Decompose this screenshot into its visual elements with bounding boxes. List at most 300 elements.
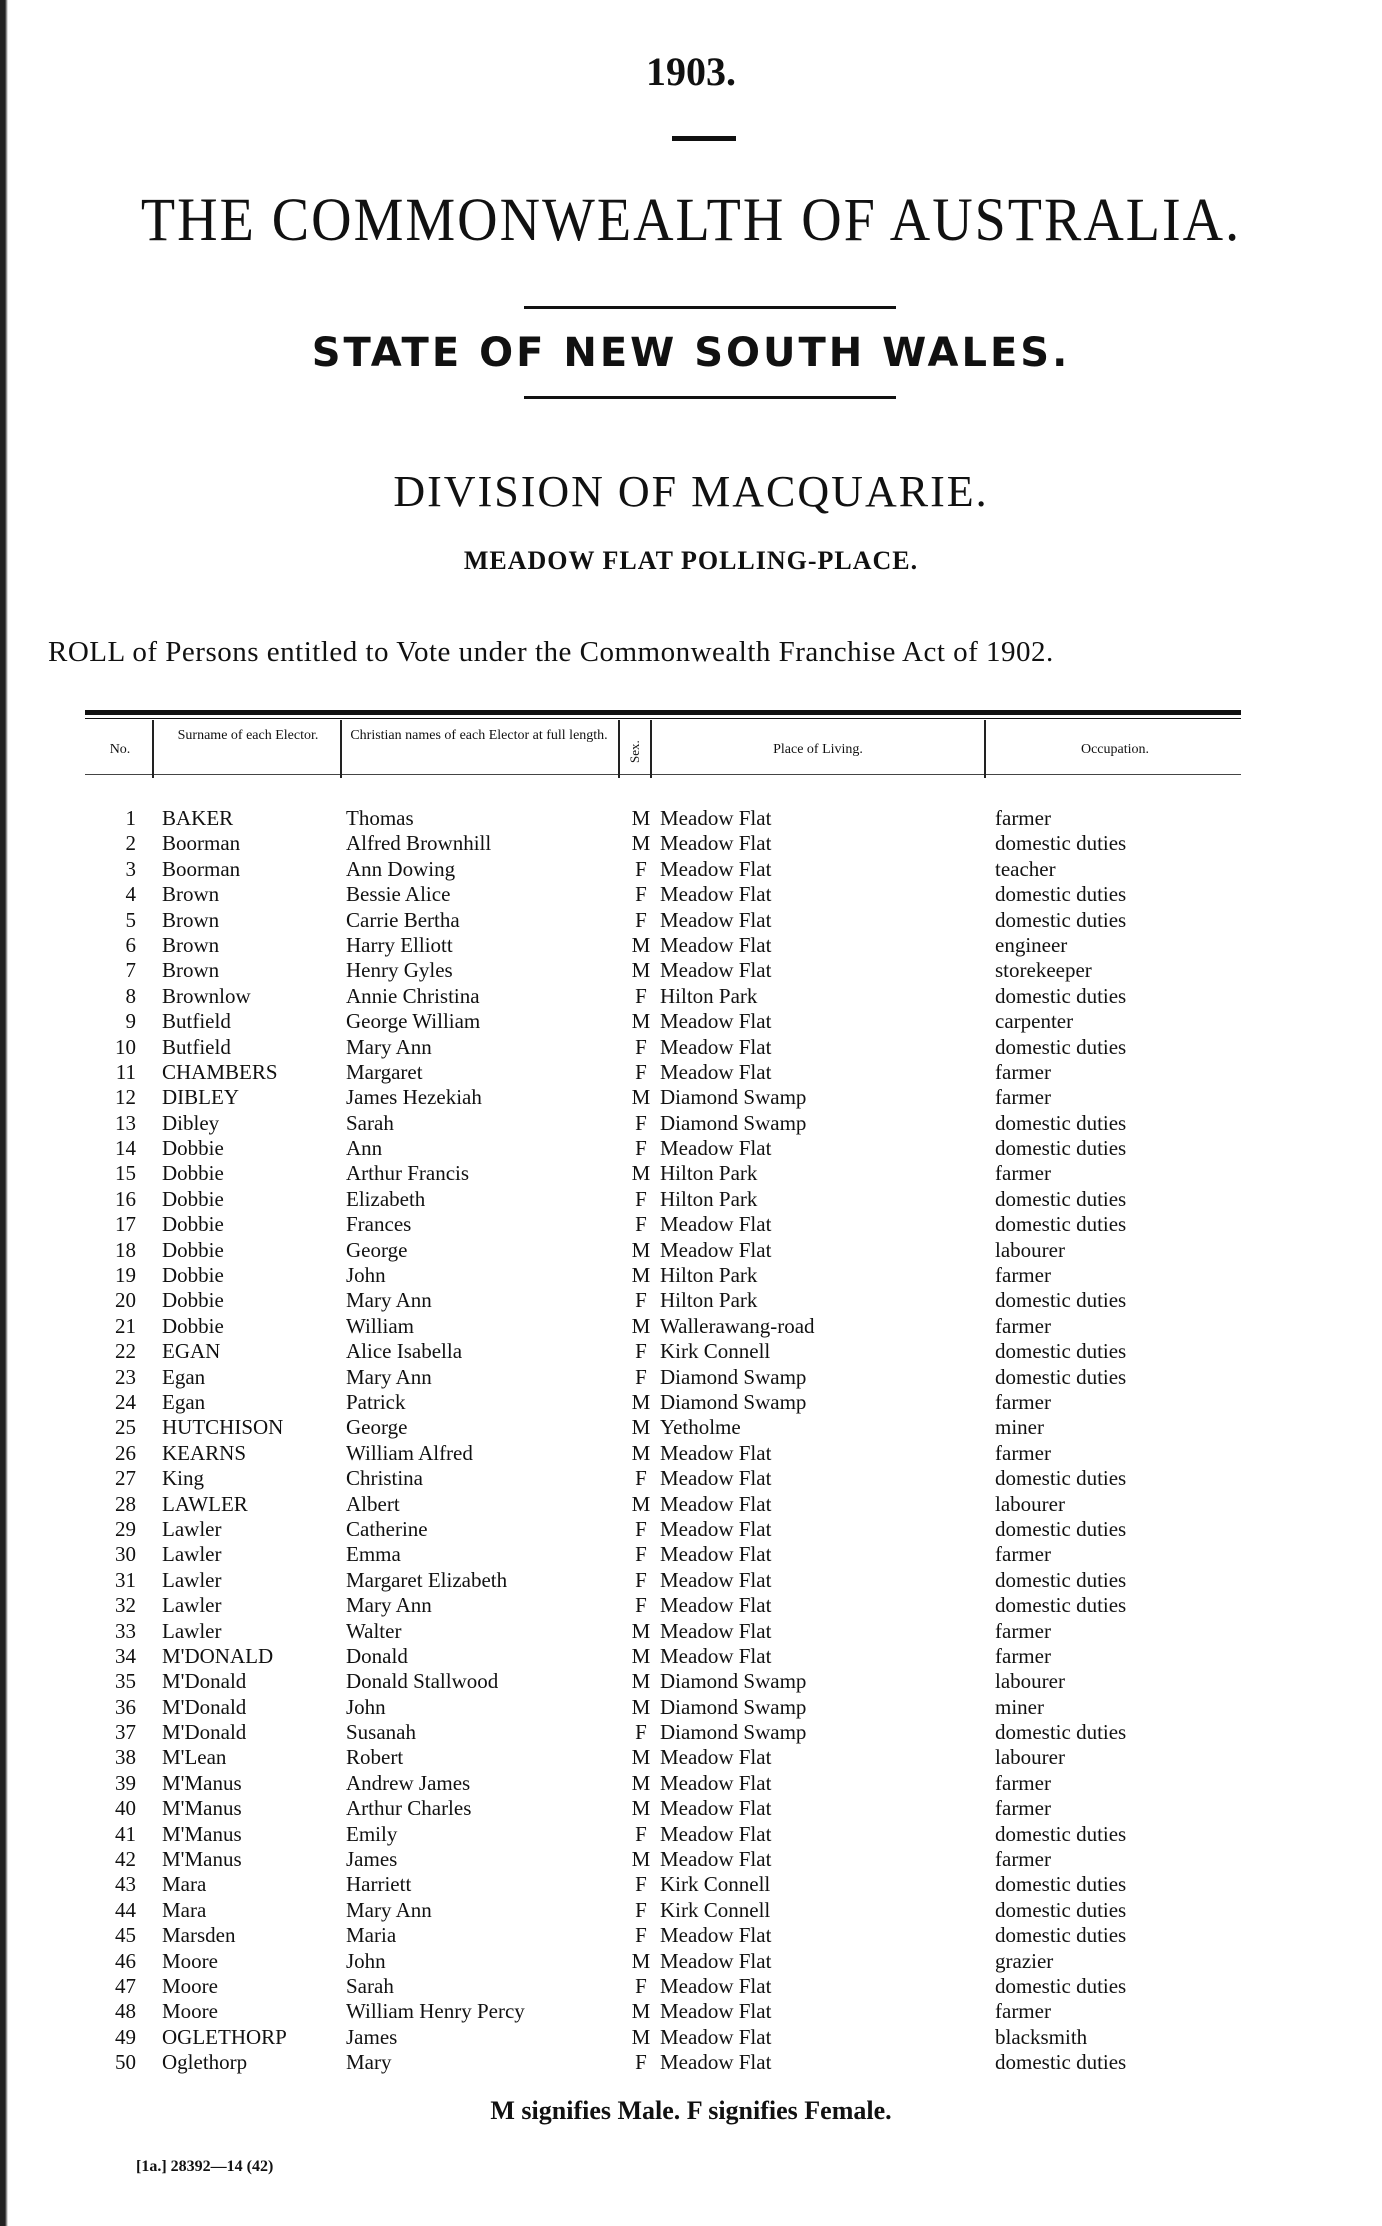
elector-number: 10	[115, 1034, 136, 1059]
table-row	[0, 1238, 1382, 1263]
elector-place-of-living: Meadow Flat	[660, 806, 772, 830]
elector-surname: Mara	[162, 1872, 207, 1897]
elector-surname: Lawler	[162, 1618, 222, 1643]
elector-place-of-living: Meadow Flat	[660, 958, 772, 983]
table-row	[0, 1212, 1382, 1237]
elector-christian-names: James Hezekiah	[346, 1085, 482, 1110]
elector-number: 26	[115, 1440, 136, 1465]
elector-occupation: domestic duties	[995, 1821, 1127, 1846]
elector-surname: Brownlow	[162, 983, 251, 1008]
elector-place-of-living: Hilton Park	[660, 1186, 758, 1211]
elector-place-of-living: Kirk Connell	[660, 1872, 771, 1897]
table-row	[0, 1390, 1382, 1415]
elector-place-of-living: Meadow Flat	[660, 1999, 772, 2024]
elector-christian-names: Alice Isabella	[346, 1339, 463, 1364]
table-top-rule-thin	[85, 718, 1241, 719]
table-row	[0, 1288, 1382, 1313]
elector-number: 24	[115, 1389, 136, 1414]
table-row	[0, 2025, 1382, 2050]
elector-christian-names: James	[346, 2024, 398, 2049]
elector-occupation: farmer	[995, 1263, 1051, 1288]
elector-surname: Dibley	[162, 1110, 220, 1135]
elector-occupation: domestic duties	[995, 1212, 1127, 1237]
elector-number: 9	[125, 1009, 136, 1034]
table-row	[0, 1593, 1382, 1618]
page-title: THE COMMONWEALTH OF AUSTRALIA.	[140, 185, 1242, 255]
table-row	[0, 1695, 1382, 1720]
elector-occupation: farmer	[995, 806, 1051, 830]
elector-surname: Dobbie	[162, 1237, 224, 1262]
elector-surname: OGLETHORP	[162, 2024, 287, 2049]
elector-number: 20	[115, 1288, 136, 1313]
elector-sex: F	[635, 882, 647, 907]
elector-christian-names: Bessie Alice	[346, 882, 451, 907]
table-row	[0, 908, 1382, 933]
elector-occupation: farmer	[995, 1847, 1051, 1872]
elector-number: 33	[115, 1618, 136, 1643]
table-row	[0, 1314, 1382, 1339]
elector-surname: M'Manus	[162, 1847, 242, 1872]
elector-sex: F	[635, 1821, 647, 1846]
elector-number: 3	[125, 856, 136, 881]
elector-surname: M'Donald	[162, 1669, 247, 1694]
elector-occupation: domestic duties	[995, 1034, 1127, 1059]
elector-sex: M	[631, 1415, 651, 1440]
elector-place-of-living: Meadow Flat	[660, 2024, 772, 2049]
elector-christian-names: Emma	[346, 1542, 401, 1567]
table-row	[0, 857, 1382, 882]
elector-number: 34	[115, 1643, 136, 1668]
elector-number: 17	[115, 1212, 136, 1237]
table-row	[0, 1111, 1382, 1136]
elector-christian-names: Alfred Brownhill	[346, 831, 492, 856]
elector-occupation: carpenter	[995, 1009, 1074, 1034]
table-row	[0, 1771, 1382, 1796]
state-rule-bottom	[524, 396, 896, 399]
elector-christian-names: Mary Ann	[346, 1593, 432, 1618]
elector-christian-names: Margaret Elizabeth	[346, 1567, 508, 1592]
table-row	[0, 1999, 1382, 2024]
roll-heading: ROLL of Persons entitled to Vote under the Commonwealth Franchise Act of 1902.	[48, 636, 1054, 668]
table-top-rule	[85, 710, 1241, 715]
elector-surname: M'Manus	[162, 1821, 242, 1846]
elector-christian-names: James	[346, 1847, 398, 1872]
table-row	[0, 2050, 1382, 2075]
elector-christian-names: Mary	[346, 2050, 392, 2075]
elector-christian-names: Henry Gyles	[346, 958, 453, 983]
elector-place-of-living: Kirk Connell	[660, 1339, 771, 1364]
table-row	[0, 1339, 1382, 1364]
elector-place-of-living: Meadow Flat	[660, 1440, 772, 1465]
elector-sex: M	[631, 1745, 651, 1770]
table-row	[0, 1085, 1382, 1110]
elector-occupation: domestic duties	[995, 1923, 1127, 1948]
table-row	[0, 1060, 1382, 1085]
elector-occupation: farmer	[995, 1618, 1051, 1643]
elector-occupation: domestic duties	[995, 1466, 1127, 1491]
elector-occupation: labourer	[995, 1745, 1065, 1770]
elector-sex: F	[635, 1567, 647, 1592]
elector-place-of-living: Meadow Flat	[660, 1542, 772, 1567]
elector-christian-names: Patrick	[346, 1389, 406, 1414]
elector-christian-names: Annie Christina	[346, 983, 480, 1008]
elector-sex: M	[631, 831, 651, 856]
elector-sex: F	[635, 1593, 647, 1618]
elector-sex: M	[631, 1847, 651, 1872]
table-row	[0, 1720, 1382, 1745]
elector-occupation: farmer	[995, 1643, 1051, 1668]
elector-number: 5	[125, 907, 136, 932]
elector-number: 1	[125, 806, 136, 830]
elector-christian-names: Frances	[346, 1212, 412, 1237]
elector-number: 28	[115, 1491, 136, 1516]
elector-occupation: grazier	[995, 1948, 1054, 1973]
elector-number: 40	[115, 1796, 136, 1821]
elector-sex: F	[635, 1872, 647, 1897]
elector-surname: KEARNS	[162, 1440, 247, 1465]
table-row	[0, 1517, 1382, 1542]
elector-sex: M	[631, 1948, 651, 1973]
elector-occupation: domestic duties	[995, 983, 1127, 1008]
elector-number: 6	[125, 932, 136, 957]
elector-place-of-living: Meadow Flat	[660, 932, 772, 957]
elector-number: 44	[115, 1897, 136, 1922]
elector-place-of-living: Yetholme	[660, 1415, 741, 1440]
elector-occupation: farmer	[995, 1770, 1051, 1795]
table-row	[0, 1441, 1382, 1466]
elector-christian-names: Arthur Francis	[346, 1161, 470, 1186]
elector-occupation: teacher	[995, 856, 1056, 881]
elector-occupation: domestic duties	[995, 1186, 1127, 1211]
elector-occupation: labourer	[995, 1669, 1065, 1694]
table-row	[0, 1923, 1382, 1948]
elector-place-of-living: Meadow Flat	[660, 1491, 772, 1516]
elector-surname: DIBLEY	[162, 1085, 239, 1110]
elector-sex: F	[635, 1034, 647, 1059]
header-no: No.	[109, 742, 131, 757]
elector-sex: F	[635, 1059, 647, 1084]
elector-occupation: domestic duties	[995, 1897, 1127, 1922]
elector-surname: King	[162, 1466, 204, 1491]
elector-number: 4	[125, 882, 136, 907]
elector-place-of-living: Meadow Flat	[660, 1059, 772, 1084]
elector-number: 8	[125, 983, 136, 1008]
elector-sex: F	[635, 1186, 647, 1211]
table-row	[0, 1644, 1382, 1669]
table-row	[0, 1974, 1382, 1999]
table-header-rule	[85, 774, 1241, 775]
elector-sex: M	[631, 1085, 651, 1110]
elector-sex: M	[631, 2024, 651, 2049]
elector-place-of-living: Meadow Flat	[660, 2050, 772, 2075]
elector-place-of-living: Hilton Park	[660, 983, 758, 1008]
elector-sex: F	[635, 1110, 647, 1135]
elector-place-of-living: Meadow Flat	[660, 856, 772, 881]
elector-christian-names: John	[346, 1694, 386, 1719]
elector-surname: M'Donald	[162, 1694, 247, 1719]
elector-number: 18	[115, 1237, 136, 1262]
elector-surname: Moore	[162, 1973, 218, 1998]
elector-place-of-living: Meadow Flat	[660, 1516, 772, 1541]
elector-sex: F	[635, 983, 647, 1008]
table-row	[0, 1263, 1382, 1288]
elector-surname: M'Donald	[162, 1720, 247, 1745]
elector-surname: HUTCHISON	[162, 1415, 284, 1440]
elector-sex: M	[631, 1694, 651, 1719]
elector-sex: F	[635, 907, 647, 932]
elector-place-of-living: Kirk Connell	[660, 1897, 771, 1922]
elector-number: 22	[115, 1339, 136, 1364]
table-row	[0, 806, 1382, 831]
elector-number: 37	[115, 1720, 136, 1745]
elector-occupation: farmer	[995, 1313, 1051, 1338]
elector-number: 25	[115, 1415, 136, 1440]
elector-surname: EGAN	[162, 1339, 221, 1364]
elector-christian-names: Elizabeth	[346, 1186, 426, 1211]
elector-sex: M	[631, 1237, 651, 1262]
elector-sex: F	[635, 1720, 647, 1745]
table-row	[0, 1035, 1382, 1060]
elector-occupation: domestic duties	[995, 1110, 1127, 1135]
elector-occupation: domestic duties	[995, 1136, 1127, 1161]
elector-christian-names: John	[346, 1263, 386, 1288]
elector-sex: M	[631, 932, 651, 957]
elector-surname: Dobbie	[162, 1288, 224, 1313]
elector-place-of-living: Diamond Swamp	[660, 1389, 807, 1414]
elector-surname: LAWLER	[162, 1491, 248, 1516]
elector-occupation: domestic duties	[995, 1364, 1127, 1389]
elector-number: 50	[115, 2050, 136, 2075]
elector-occupation: domestic duties	[995, 2050, 1127, 2075]
elector-christian-names: William Henry Percy	[346, 1999, 525, 2024]
elector-place-of-living: Meadow Flat	[660, 831, 772, 856]
elector-surname: Boorman	[162, 856, 241, 881]
elector-surname: Brown	[162, 907, 220, 932]
elector-christian-names: Ann	[346, 1136, 383, 1161]
table-row	[0, 831, 1382, 856]
elector-occupation: farmer	[995, 1059, 1051, 1084]
table-row	[0, 1949, 1382, 1974]
elector-surname: Dobbie	[162, 1212, 224, 1237]
elector-sex: M	[631, 1643, 651, 1668]
table-row	[0, 933, 1382, 958]
elector-christian-names: Mary Ann	[346, 1897, 432, 1922]
table-row	[0, 1822, 1382, 1847]
elector-number: 2	[125, 831, 136, 856]
table-row	[0, 1466, 1382, 1491]
elector-christian-names: Albert	[346, 1491, 400, 1516]
elector-place-of-living: Diamond Swamp	[660, 1720, 807, 1745]
elector-occupation: domestic duties	[995, 1872, 1127, 1897]
elector-place-of-living: Diamond Swamp	[660, 1669, 807, 1694]
elector-number: 16	[115, 1186, 136, 1211]
elector-christian-names: Arthur Charles	[346, 1796, 472, 1821]
elector-sex: M	[631, 958, 651, 983]
elector-list	[0, 806, 1382, 2076]
elector-christian-names: Carrie Bertha	[346, 907, 460, 932]
elector-number: 38	[115, 1745, 136, 1770]
column-divider	[340, 720, 342, 778]
elector-occupation: blacksmith	[995, 2024, 1088, 2049]
elector-number: 23	[115, 1364, 136, 1389]
elector-sex: M	[631, 1440, 651, 1465]
elector-place-of-living: Meadow Flat	[660, 1593, 772, 1618]
elector-occupation: domestic duties	[995, 831, 1127, 856]
elector-place-of-living: Diamond Swamp	[660, 1110, 807, 1135]
elector-occupation: storekeeper	[995, 958, 1092, 983]
elector-occupation: engineer	[995, 932, 1068, 957]
elector-christian-names: Thomas	[346, 806, 414, 830]
printer-reference: [1a.] 28392—14 (42)	[136, 2158, 274, 2175]
elector-surname: Marsden	[162, 1923, 236, 1948]
table-row	[0, 1872, 1382, 1897]
elector-sex: F	[635, 1288, 647, 1313]
elector-sex: F	[635, 1136, 647, 1161]
elector-surname: Butfield	[162, 1009, 231, 1034]
elector-occupation: farmer	[995, 1085, 1051, 1110]
elector-christian-names: Mary Ann	[346, 1288, 432, 1313]
elector-surname: Lawler	[162, 1567, 222, 1592]
elector-number: 45	[115, 1923, 136, 1948]
elector-place-of-living: Meadow Flat	[660, 1567, 772, 1592]
table-row	[0, 1365, 1382, 1390]
elector-surname: M'Manus	[162, 1770, 242, 1795]
elector-surname: Lawler	[162, 1516, 222, 1541]
elector-place-of-living: Wallerawang-road	[660, 1313, 815, 1338]
elector-place-of-living: Hilton Park	[660, 1288, 758, 1313]
elector-christian-names: Mary Ann	[346, 1034, 432, 1059]
elector-place-of-living: Meadow Flat	[660, 1948, 772, 1973]
elector-place-of-living: Meadow Flat	[660, 1466, 772, 1491]
elector-christian-names: Christina	[346, 1466, 423, 1491]
elector-christian-names: George	[346, 1415, 408, 1440]
elector-occupation: domestic duties	[995, 1567, 1127, 1592]
elector-sex: M	[631, 1770, 651, 1795]
elector-occupation: farmer	[995, 1999, 1051, 2024]
elector-number: 48	[115, 1999, 136, 2024]
header-place-of-living: Place of Living.	[773, 742, 863, 757]
elector-occupation: domestic duties	[995, 1339, 1127, 1364]
elector-number: 19	[115, 1263, 136, 1288]
elector-place-of-living: Meadow Flat	[660, 1212, 772, 1237]
elector-occupation: miner	[995, 1415, 1044, 1440]
elector-sex: M	[631, 1491, 651, 1516]
elector-surname: Dobbie	[162, 1313, 224, 1338]
elector-occupation: domestic duties	[995, 1593, 1127, 1618]
elector-surname: Boorman	[162, 831, 241, 856]
division-heading: DIVISION OF MACQUARIE.	[393, 467, 989, 516]
elector-surname: Egan	[162, 1364, 206, 1389]
elector-christian-names: Emily	[346, 1821, 398, 1846]
table-row	[0, 1669, 1382, 1694]
elector-surname: Moore	[162, 1999, 218, 2024]
elector-surname: Dobbie	[162, 1161, 224, 1186]
elector-place-of-living: Diamond Swamp	[660, 1364, 807, 1389]
elector-sex: M	[631, 1389, 651, 1414]
elector-number: 46	[115, 1948, 136, 1973]
elector-christian-names: Harriett	[346, 1872, 412, 1897]
elector-christian-names: John	[346, 1948, 386, 1973]
elector-number: 7	[125, 958, 136, 983]
elector-occupation: farmer	[995, 1542, 1051, 1567]
elector-occupation: labourer	[995, 1491, 1065, 1516]
table-row	[0, 1187, 1382, 1212]
table-row	[0, 1745, 1382, 1770]
column-divider	[152, 720, 154, 778]
elector-surname: M'Lean	[162, 1745, 227, 1770]
column-divider	[984, 720, 986, 778]
elector-place-of-living: Meadow Flat	[660, 1821, 772, 1846]
elector-place-of-living: Meadow Flat	[660, 1973, 772, 1998]
table-row	[0, 1415, 1382, 1440]
elector-number: 35	[115, 1669, 136, 1694]
elector-christian-names: William	[346, 1313, 414, 1338]
table-row	[0, 1161, 1382, 1186]
table-row	[0, 958, 1382, 983]
elector-occupation: domestic duties	[995, 907, 1127, 932]
elector-place-of-living: Meadow Flat	[660, 1136, 772, 1161]
elector-christian-names: Sarah	[346, 1973, 394, 1998]
header-sex: Sex.	[627, 740, 642, 764]
elector-surname: Egan	[162, 1389, 206, 1414]
elector-christian-names: Ann Dowing	[346, 856, 456, 881]
elector-place-of-living: Diamond Swamp	[660, 1085, 807, 1110]
polling-place-heading: MEADOW FLAT POLLING-PLACE.	[463, 546, 919, 575]
elector-christian-names: Catherine	[346, 1516, 428, 1541]
table-row	[0, 1568, 1382, 1593]
elector-sex: M	[631, 1618, 651, 1643]
elector-number: 30	[115, 1542, 136, 1567]
table-row	[0, 1009, 1382, 1034]
table-row	[0, 1898, 1382, 1923]
elector-surname: Brown	[162, 958, 220, 983]
elector-number: 13	[115, 1110, 136, 1135]
elector-number: 32	[115, 1593, 136, 1618]
elector-christian-names: Mary Ann	[346, 1364, 432, 1389]
elector-sex: F	[635, 2050, 647, 2075]
elector-number: 41	[115, 1821, 136, 1846]
elector-surname: Butfield	[162, 1034, 231, 1059]
header-surname: Surname of each Elector.	[177, 728, 319, 743]
elector-sex: F	[635, 1212, 647, 1237]
elector-christian-names: Susanah	[346, 1720, 416, 1745]
elector-sex: F	[635, 1364, 647, 1389]
elector-christian-names: Maria	[346, 1923, 397, 1948]
elector-occupation: miner	[995, 1694, 1044, 1719]
elector-place-of-living: Meadow Flat	[660, 1847, 772, 1872]
table-row	[0, 984, 1382, 1009]
elector-christian-names: Andrew James	[346, 1770, 471, 1795]
elector-place-of-living: Meadow Flat	[660, 1237, 772, 1262]
elector-number: 31	[115, 1567, 136, 1592]
table-row	[0, 1619, 1382, 1644]
elector-number: 21	[115, 1313, 136, 1338]
elector-number: 39	[115, 1770, 136, 1795]
elector-sex: M	[631, 1796, 651, 1821]
elector-christian-names: Margaret	[346, 1059, 423, 1084]
elector-occupation: farmer	[995, 1389, 1051, 1414]
table-row	[0, 1796, 1382, 1821]
elector-number: 47	[115, 1973, 136, 1998]
header-christian-names: Christian names of each Elector at full length.	[350, 728, 608, 743]
elector-number: 27	[115, 1466, 136, 1491]
elector-surname: Dobbie	[162, 1263, 224, 1288]
elector-number: 11	[115, 1059, 136, 1084]
elector-place-of-living: Meadow Flat	[660, 1923, 772, 1948]
elector-surname: Lawler	[162, 1593, 222, 1618]
state-rule-top	[524, 306, 896, 309]
elector-sex: F	[635, 1542, 647, 1567]
